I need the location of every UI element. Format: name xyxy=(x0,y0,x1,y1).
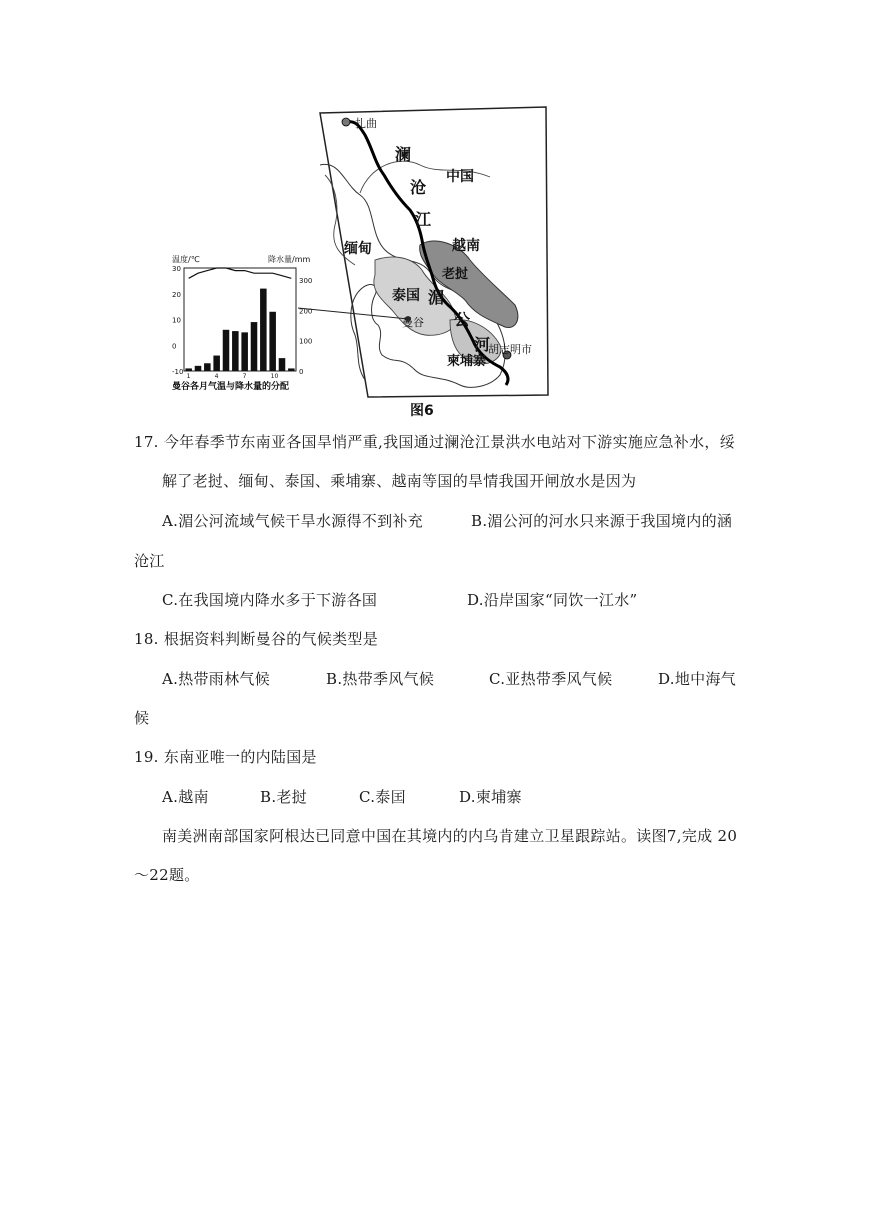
label-hcmc: 胡志明市 xyxy=(488,343,532,356)
label-bangkok: 曼谷 xyxy=(402,316,424,329)
figure-6 xyxy=(170,105,550,425)
precip-tick-label: 100 xyxy=(299,337,313,346)
q19-option-d: D.柬埔寨 xyxy=(459,788,522,806)
temp-tick-label: 10 xyxy=(172,316,181,325)
q19-stem: 19. 东南亚唯一的内陆国是 xyxy=(134,748,317,766)
precip-tick-label: 0 xyxy=(299,368,304,376)
label-jiang: 江 xyxy=(415,210,432,229)
temp-tick-label: 0 xyxy=(172,342,177,351)
label-thailand: 泰国 xyxy=(392,288,420,304)
label-cambodia: 柬埔寨 xyxy=(447,354,487,369)
temp-tick-label: -10 xyxy=(172,368,184,376)
precip-bar xyxy=(185,368,192,371)
q17-option-b: B.湄公河的河水只来源于我国境内的涵 xyxy=(471,512,733,530)
precip-tick-label: 300 xyxy=(299,277,313,285)
precip-bar xyxy=(288,368,295,371)
q18-option-d: D.地中海气 xyxy=(658,670,737,688)
label-mei: 湄 xyxy=(428,288,445,307)
q17-option-c: C.在我国境内降水多于下游各国 xyxy=(162,591,378,609)
q18-option-c: C.亚热带季风气候 xyxy=(489,670,613,688)
precip-bar xyxy=(260,289,267,371)
label-cang: 沧 xyxy=(410,178,427,197)
q17-option-d: D.沿岸国家“同饮一江水” xyxy=(467,591,638,609)
label-vietnam: 越南 xyxy=(452,238,480,254)
precip-bar xyxy=(269,312,276,371)
intro-line1: 南美洲南部国家阿根达已同意中国在其境内的内乌肯建立卫星跟踪站。读图7,完成 20 xyxy=(162,827,738,845)
chart-caption: 曼谷各月气温与降水量的分配 xyxy=(172,382,290,392)
q19-option-a: A.越南 xyxy=(162,788,209,806)
q19-option-c: C.泰囯 xyxy=(359,788,406,806)
label-myanmar: 缅甸 xyxy=(344,241,372,257)
precip-bar xyxy=(241,332,248,371)
label-zaqu: 扎曲 xyxy=(355,117,377,130)
figure-caption: 图6 xyxy=(410,403,434,419)
precip-bar xyxy=(251,322,258,371)
map-figure xyxy=(170,105,550,425)
q18-option-a: A.热带雨林气候 xyxy=(162,670,271,688)
label-lan: 澜 xyxy=(395,145,412,164)
label-gong: 公 xyxy=(454,310,471,329)
q18-option-d-cont: 候 xyxy=(134,709,150,727)
temp-tick-label: 20 xyxy=(172,290,181,299)
chart-plot-frame xyxy=(184,268,296,371)
temp-tick-label: 30 xyxy=(172,265,181,273)
label-china: 中国 xyxy=(446,169,474,185)
zaqu-marker xyxy=(342,118,350,126)
precip-bar xyxy=(204,363,211,371)
precip-axis-title: 降水量/mm xyxy=(268,255,311,264)
precip-bar xyxy=(195,366,202,371)
precip-bar xyxy=(223,330,230,371)
month-tick-label: 4 xyxy=(214,373,219,380)
q18-stem: 18. 根据资料判断曼谷的气候类型是 xyxy=(134,630,379,648)
month-tick-label: 7 xyxy=(242,373,247,380)
month-tick-label: 10 xyxy=(270,373,279,380)
precip-bar xyxy=(232,331,239,371)
precip-bar xyxy=(213,356,220,371)
temp-axis-title: 温度/℃ xyxy=(172,255,200,264)
month-tick-label: 1 xyxy=(186,373,191,380)
label-he: 河 xyxy=(474,335,491,354)
q17-stem-line2: 解了老挝、缅甸、泰国、乘埔寨、越南等国的旱情我国开闸放水是因为 xyxy=(162,472,637,490)
precip-tick-label: 200 xyxy=(299,307,313,316)
label-laos: 老挝 xyxy=(442,267,469,282)
q17-option-b-cont: 沧江 xyxy=(134,552,165,570)
q17-option-a: A.湄公河流域气候干旱水源得不到补充 xyxy=(162,512,424,530)
q18-option-b: B.热带季风气候 xyxy=(326,670,435,688)
q17-stem-line1: 17. 今年春季节东南亚各国旱悄严重,我国通过澜沧江景洪水电站对下游实施应急补水，绥 xyxy=(134,433,735,451)
climate-chart xyxy=(172,254,312,392)
q19-option-b: B.老挝 xyxy=(260,788,307,806)
precip-bar xyxy=(279,358,286,371)
intro-line2: ～22题。 xyxy=(134,866,200,884)
